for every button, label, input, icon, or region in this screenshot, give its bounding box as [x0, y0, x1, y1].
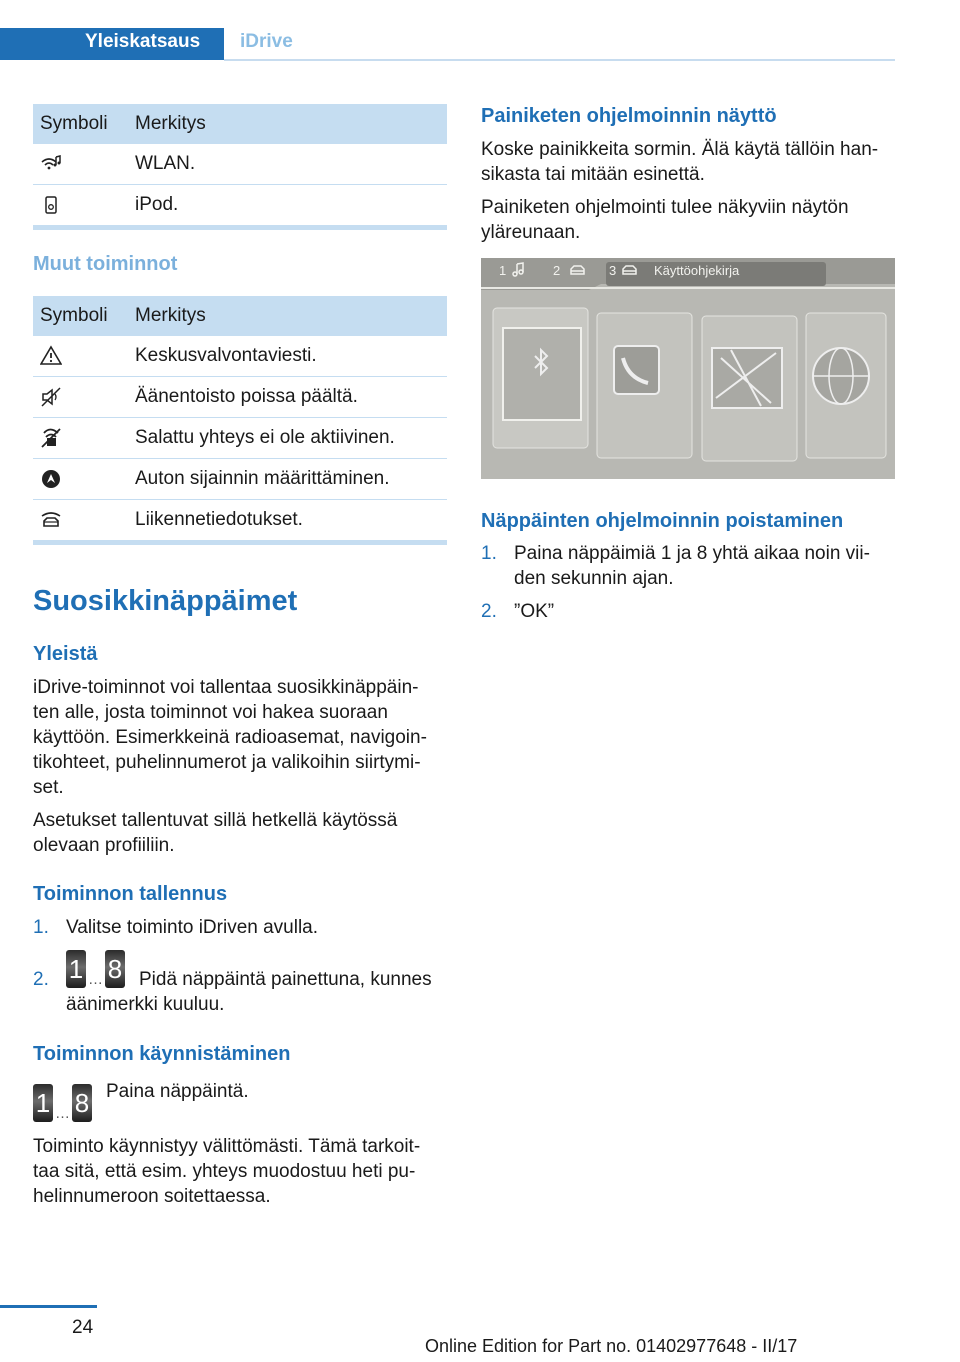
row-meaning: Salattu yhteys ei ole aktiivinen. — [135, 427, 395, 448]
screen-tab-3-label: Käyttöohjekirja — [654, 263, 740, 278]
table-row — [33, 459, 447, 500]
yleista-heading: Yleistä — [33, 643, 98, 665]
screen-tiles — [493, 308, 886, 461]
tallennus-step-2b: äänimerkki kuuluu. — [66, 994, 225, 1015]
ohjelmointi-paragraph-1: Koske painikkeita sormin. Älä käytä tällöin han- sikasta tai mitään esinettä. — [481, 139, 879, 185]
screen-tab-1: 1 — [499, 263, 507, 278]
screen-tab-3: 3 — [609, 263, 617, 278]
table-end-rule — [33, 226, 447, 230]
ellipsis: … — [55, 1105, 70, 1122]
column-header-symbol: Symboli — [40, 305, 108, 326]
step-number: 1. — [481, 543, 497, 564]
column-header-symbol: Symboli — [40, 113, 108, 134]
kaynnistys-heading: Toiminnon käynnistäminen — [33, 1043, 291, 1065]
location-icon — [40, 468, 62, 490]
idrive-screen-image — [481, 258, 895, 479]
header-subsection-title: iDrive — [240, 31, 293, 52]
column-header-meaning: Merkitys — [135, 113, 206, 134]
yleista-paragraph-2: Asetukset tallentuvat sillä hetkellä käytössä olevaan profiiliin. — [33, 810, 398, 856]
key-1-icon: 1 — [66, 950, 86, 988]
warning-icon — [40, 345, 62, 367]
table-row — [33, 377, 447, 418]
row-meaning: Keskusvalvontaviesti. — [135, 345, 317, 366]
edition-note: Online Edition for Part no. 01402977648 - II/17 — [425, 1336, 798, 1356]
step-number: 2. — [33, 969, 49, 990]
ipod-icon — [40, 194, 62, 216]
header-section-title: Yleiskatsaus — [85, 31, 201, 52]
tallennus-heading: Toiminnon tallennus — [33, 883, 228, 905]
speaker-off-icon — [40, 386, 62, 408]
poisto-step-1: Paina näppäimiä 1 ja 8 yhtä aikaa noin vii- den sekunnin ajan. — [514, 543, 870, 589]
key-8-icon: 8 — [105, 950, 125, 988]
tallennus-step-1: Valitse toiminto iDriven avulla. — [66, 917, 319, 938]
favorite-keys-graphic — [66, 950, 125, 988]
row-meaning: Äänentoisto poissa päältä. — [135, 386, 358, 407]
screen-tab-2: 2 — [553, 263, 561, 278]
table-row — [33, 418, 447, 459]
row-meaning: Liikennetiedotukset. — [135, 509, 303, 530]
ohjelmointi-paragraph-2: Painiketen ohjelmointi tulee näkyviin näytön yläreunaan. — [481, 197, 849, 243]
footer-rule — [0, 1305, 97, 1308]
table-header — [33, 104, 447, 144]
row-meaning: Auton sijainnin määrittäminen. — [135, 468, 390, 489]
header-rule — [224, 59, 895, 61]
favorite-keys-graphic — [33, 1084, 92, 1122]
wlan-icon — [40, 153, 62, 175]
step-number: 1. — [33, 917, 49, 938]
suosikki-heading: Suosikkinäppäimet — [33, 585, 298, 617]
yleista-paragraph-1: iDrive-toiminnot voi tallentaa suosikkinäppäin- ten alle, josta toiminnot voi hakea suoraan käyttöön. Esimerkkeinä radioasemat, navigoin- tikohteet, puhelinnumerot ja valikoihin siirtymi- set. — [33, 677, 427, 798]
table-header — [33, 296, 447, 336]
kaynnistys-instruction: Paina näppäintä. — [106, 1081, 249, 1102]
symbol-table-top — [33, 104, 447, 230]
key-1-icon: 1 — [33, 1084, 53, 1122]
column-header-meaning: Merkitys — [135, 305, 206, 326]
encryption-off-icon — [40, 427, 62, 449]
poisto-step-2: ”OK” — [514, 601, 555, 622]
symbol-table-other — [33, 296, 447, 545]
table-row — [33, 500, 447, 541]
traffic-icon — [40, 509, 62, 531]
kaynnistys-paragraph: Toiminto käynnistyy välittömästi. Tämä tarkoit- taa sitä, että esim. yhteys muodostuu heti pu- helinnumeroon soitettaessa. — [33, 1136, 421, 1207]
row-meaning: WLAN. — [135, 153, 196, 174]
step-number: 2. — [481, 601, 497, 622]
key-8-icon: 8 — [72, 1084, 92, 1122]
row-meaning: iPod. — [135, 194, 179, 215]
ellipsis: … — [88, 971, 103, 988]
tallennus-step-2a: Pidä näppäintä painettuna, kunnes — [139, 969, 432, 990]
table-row — [33, 336, 447, 377]
muut-heading: Muut toiminnot — [33, 253, 178, 275]
table-row — [33, 144, 447, 185]
table-row — [33, 185, 447, 226]
idrive-screen-graphic — [481, 258, 895, 479]
page-number: 24 — [72, 1317, 94, 1338]
poisto-heading: Näppäinten ohjelmoinnin poistaminen — [481, 510, 844, 532]
ohjelmointi-heading: Painiketen ohjelmoinnin näyttö — [481, 105, 777, 127]
table-end-rule — [33, 541, 447, 545]
